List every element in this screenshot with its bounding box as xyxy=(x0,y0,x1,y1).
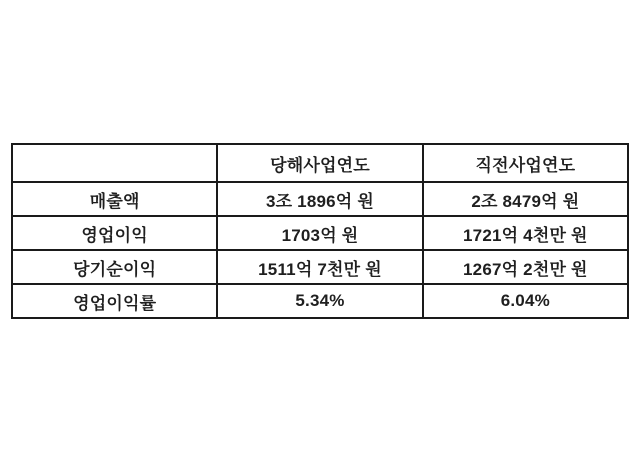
row-label-operating-profit: 영업이익 xyxy=(12,216,217,250)
row-label-revenue: 매출액 xyxy=(12,182,217,216)
net-income-current-value: 1511억 7천만 원 xyxy=(217,250,422,284)
header-cell-current-fiscal-year: 당해사업연도 xyxy=(217,144,422,182)
table-row-net-income xyxy=(12,250,628,284)
table-header-row xyxy=(12,144,628,182)
revenue-previous-value: 2조 8479억 원 xyxy=(423,182,628,216)
financial-summary-table xyxy=(11,143,629,319)
net-income-previous-value: 1267억 2천만 원 xyxy=(423,250,628,284)
header-cell-empty xyxy=(12,144,217,182)
operating-margin-current-value: 5.34% xyxy=(217,284,422,318)
operating-margin-previous-value: 6.04% xyxy=(423,284,628,318)
table-row-revenue xyxy=(12,182,628,216)
row-label-operating-margin: 영업이익률 xyxy=(12,284,217,318)
operating-profit-previous-value: 1721억 4천만 원 xyxy=(423,216,628,250)
operating-profit-current-value: 1703억 원 xyxy=(217,216,422,250)
header-cell-previous-fiscal-year: 직전사업연도 xyxy=(423,144,628,182)
table-row-operating-margin xyxy=(12,284,628,318)
revenue-current-value: 3조 1896억 원 xyxy=(217,182,422,216)
table-row-operating-profit xyxy=(12,216,628,250)
row-label-net-income: 당기순이익 xyxy=(12,250,217,284)
